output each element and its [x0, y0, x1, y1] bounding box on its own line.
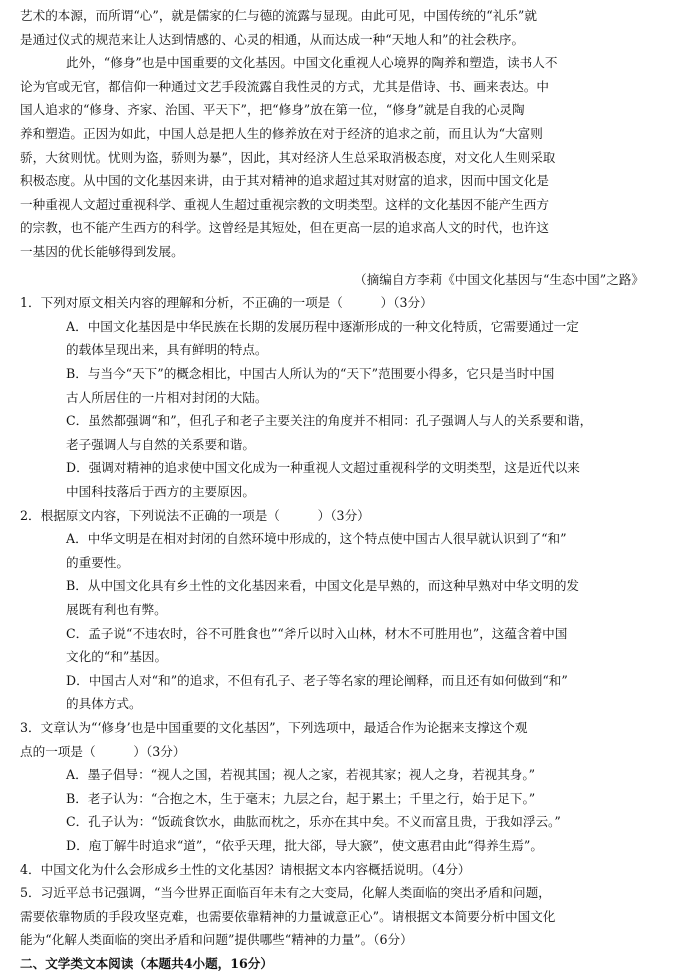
q1-option-d-cont: 中国科技落后于西方的主要原因。 [66, 484, 255, 499]
question-5-cont: 需要依靠物质的手段攻坚克难，也需要依靠精神的力量诚意正心”。请根据文本简要分析中国文化 [20, 908, 556, 924]
q3-option-b: B．老子认为：“合抱之木，生于毫末；九层之台，起于累土；千里之行，始于足下。” [66, 790, 536, 806]
q1-option-c: C．虽然都强调“和”，但孔子和老子主要关注的角度并不相同：孔子强调人与人的关系要和谐， [66, 413, 593, 429]
passage-line: 论为官或无官，都信仰一种通过文艺手段流露自我性灵的方式，尤其是借诗、书、画来表达。中 [20, 78, 549, 94]
passage-line: 养和塑造。正因为如此，中国人总是把人生的修养放在对于经济的追求之前，而且认为“大富则 [20, 126, 543, 141]
q3-option-c: C．孔子认为：“饭疏食饮水，曲肱而枕之，乐亦在其中矣。不义而富且贵，于我如浮云。” [66, 814, 561, 830]
question-5: 5．习近平总书记强调，“当今世界正面临百年未有之大变局，化解人类面临的突出矛盾和问题， [20, 885, 551, 901]
question-1: 1．下列对原文相关内容的理解和分析，不正确的一项是（ ）（3分） [20, 295, 433, 311]
passage-line: 的宗教，也不能产生西方的科学。这曾经是其短处，但在更高一层的追求高人文的时代，也许这 [20, 220, 549, 236]
q2-option-d-cont: 的具体方式。 [66, 696, 142, 712]
source-citation: （摘编自方李莉《中国文化基因与“生态中国”之路》 [354, 271, 644, 287]
q2-option-d: D．中国古人对“和”的追求，不但有孔子、老子等名家的理论阐释，而且还有如何做到“和” [66, 672, 568, 688]
section-heading: 二、文学类文本阅读（本题共4小题，16分） [20, 956, 273, 971]
question-2: 2．根据原文内容，下列说法不正确的一项是（ ）（3分） [20, 507, 370, 523]
q2-option-a-cont: 的重要性。 [66, 554, 129, 570]
question-4: 4．中国文化为什么会形成乡土性的文化基因？请根据文本内容概括说明。（4分） [20, 861, 471, 877]
q1-option-b: B．与当今“天下”的概念相比，中国古人所认为的“天下”范围要小得多，它只是当时中国 [66, 366, 555, 381]
q1-option-a-cont: 的载体呈现出来，具有鲜明的特点。 [66, 342, 268, 358]
q3-option-d: D．庖丁解牛时追求“道”，“依乎天理，批大郤，导大窾”，使文惠君由此“得养生焉”。 [66, 838, 543, 853]
passage-line: 是通过仪式的规范来让人达到情感的、心灵的相通，从而达成一种“天地人和”的社会秩序。 [20, 31, 525, 47]
q1-option-d: D．强调对精神的追求使中国文化成为一种重视人文超过重视科学的文明类型，这是近代以来 [66, 460, 580, 476]
q2-option-b-cont: 展既有利也有弊。 [66, 602, 167, 617]
passage-line: 一种重视人文超过重视科学、重视人生超过重视宗教的文明类型。这样的文化基因不能产生西方 [20, 196, 549, 212]
question-5-cont2: 能为“化解人类面临的突出矛盾和问题”提供哪些“精神的力量”。（6分） [20, 932, 413, 948]
passage-line: 骄，大贫则忧。忧则为盗，骄则为暴”，因此，其对经济人生总采取消极态度，对文化人生则采取 [20, 149, 556, 165]
question-3-cont: 点的一项是（ ）（3分） [20, 743, 186, 759]
passage-line: 积极态度。从中国的文化基因来讲，由于其对精神的追求超过其对财富的追求，因而中国文化是 [20, 173, 549, 189]
question-3: 3．文章认为“‘修身’也是中国重要的文化基因”，下列选项中，最适合作为论据来支撑这个观 [20, 720, 528, 735]
passage-line: 国人追求的“修身、齐家、治国、平天下”，把“修身”放在第一位，“修身”就是自我的心灵陶 [20, 102, 525, 118]
q2-option-c-cont: 文化的“和”基因。 [66, 649, 168, 665]
q1-option-c-cont: 老子强调人与自然的关系要和谐。 [66, 436, 255, 452]
passage-line: 艺术的本源，而所谓“心”，就是儒家的仁与德的流露与显现。由此可见，中国传统的“礼乐”就 [20, 8, 537, 23]
q2-option-b: B．从中国文化具有乡土性的文化基因来看，中国文化是早熟的，而这种早熟对中华文明的发 [66, 578, 580, 594]
passage-line: 一基因的优长能够得到发展。 [20, 244, 184, 259]
q1-option-a: A．中国文化基因是中华民族在长期的发展历程中逐渐形成的一种文化特质，它需要通过一定 [66, 318, 579, 334]
q2-option-c: C．孟子说“不违农时，谷不可胜食也”“斧斤以时入山林，材木不可胜用也”，这蕴含着中国 [66, 625, 568, 641]
q3-option-a: A．墨子倡导：“视人之国，若视其国；视人之家，若视其家；视人之身，若视其身。” [66, 767, 536, 783]
passage-paragraph-start: 此外，“修身”也是中国重要的文化基因。中国文化重视人心境界的陶养和塑造，读书人不 [66, 55, 558, 71]
q1-option-b-cont: 古人所居住的一片相对封闭的大陆。 [66, 389, 268, 405]
q2-option-a: A．中华文明是在相对封闭的自然环境中形成的，这个特点使中国古人很早就认识到了“和” [66, 531, 567, 547]
